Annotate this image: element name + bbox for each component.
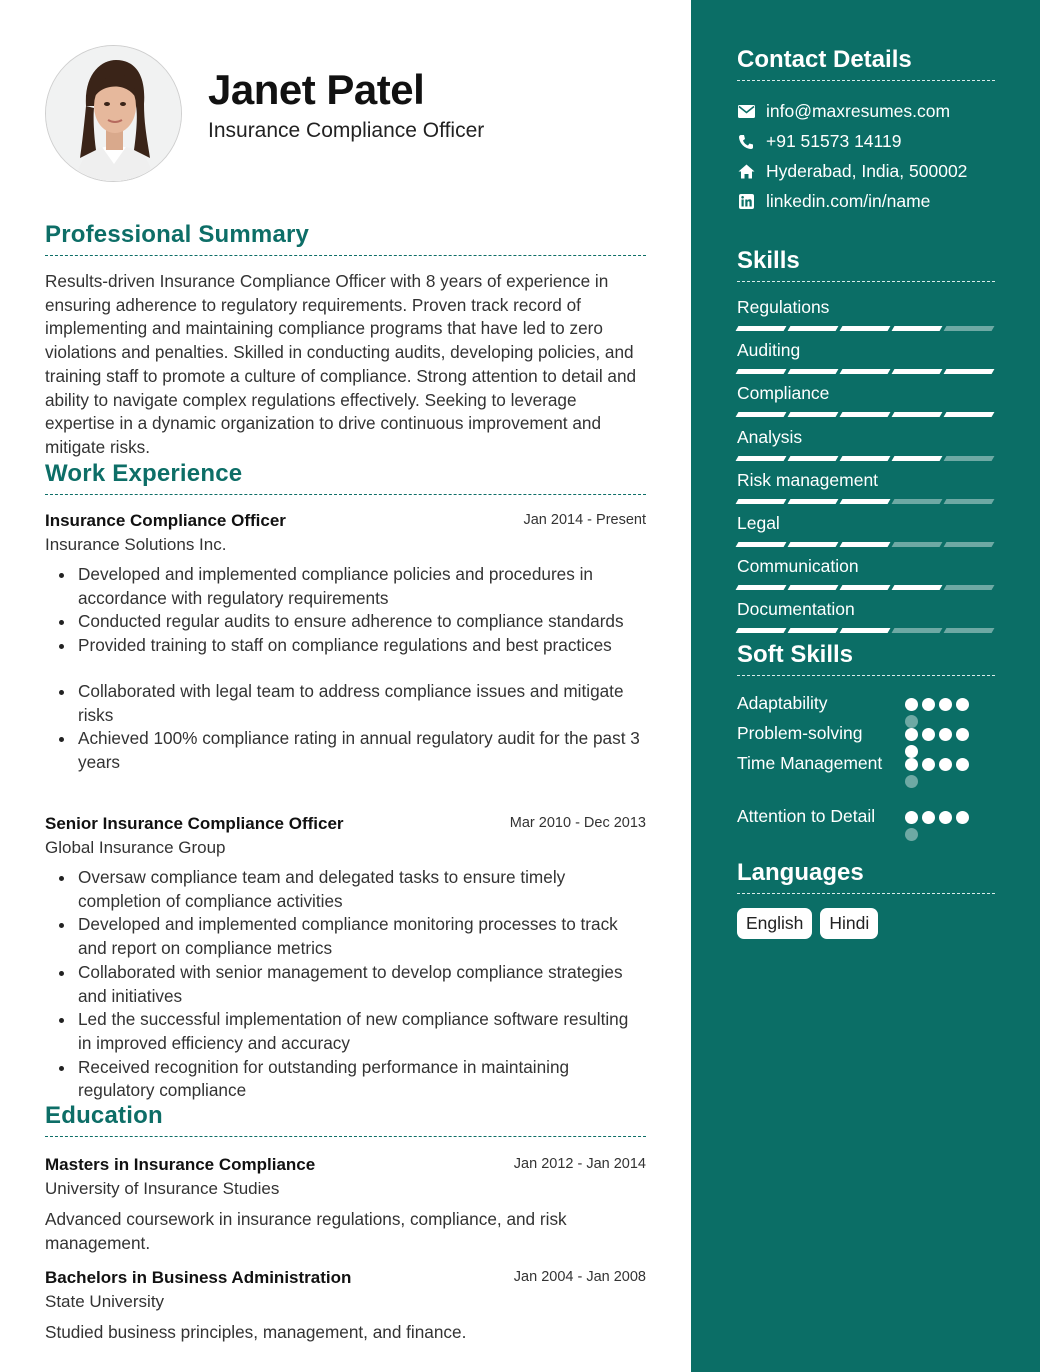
job-bullet: Developed and implemented compliance monitoring processes to track and report on compliance metrics [78,913,646,960]
soft-skill-row [737,751,997,776]
education-degree: Masters in Insurance Compliance [45,1155,316,1174]
skill-bar-segment [944,456,995,461]
rating-dot [922,758,935,771]
contact-linkedin[interactable] [737,191,997,212]
rating-dot [939,728,952,741]
skill-label: Regulations [737,297,830,317]
job-bullet: Provided training to staff on compliance regulations and best practices [78,634,646,658]
skill-label: Documentation [737,599,855,620]
skill-bar-segment [840,585,891,590]
sidebar [691,0,1040,1372]
rating-dot [922,698,935,711]
languages-list [737,908,878,939]
job-role: Senior Insurance Compliance Officer [45,814,344,833]
education-entry [45,1268,646,1345]
skill-bar-segment [788,542,839,547]
soft-skill-label: Attention to Detail [737,806,876,826]
home-icon [737,163,755,181]
skills-heading: Skills [737,247,995,282]
envelope-icon [737,103,755,121]
education-date: Jan 2012 - Jan 2014 [513,1156,646,1172]
skill-bar-segment [736,585,787,590]
contact-email[interactable] [737,101,997,122]
soft-skill-rating [905,758,977,788]
skill-level-bar [737,456,993,461]
language-badge: English [737,908,812,939]
job-bullet: Collaborated with senior management to develop compliance strategies and initiatives [78,961,646,1008]
skill-bar-segment [736,412,787,417]
rating-dot [905,758,918,771]
skill-bar-segment [944,326,995,331]
contact-phone-text: +91 51573 14119 [766,131,902,151]
skill-label: Analysis [737,426,803,447]
skill-label: Legal [737,513,780,533]
skill-bar-segment [944,412,995,417]
skill-label: Compliance [737,383,830,404]
job-role: Insurance Compliance Officer [45,511,286,530]
summary-heading: Professional Summary [45,221,646,256]
soft-skill-label: Time Management [737,753,883,773]
soft-skill-row [737,804,997,829]
soft-skill-label: Problem-solving [737,723,863,743]
skill-bar-segment [788,456,839,461]
skill-bar-segment [944,628,995,633]
contact-email-text: info@maxresumes.com [766,101,951,121]
education-date: Jan 2004 - Jan 2008 [513,1269,646,1285]
skill-bar-segment [788,369,839,374]
rating-dot [956,728,969,741]
job-entry [45,814,646,1103]
candidate-name: Janet Patel [208,66,425,113]
skill-bar-segment [788,326,839,331]
skill-label: Auditing [737,340,801,361]
phone-icon [737,133,755,151]
soft-skill-label: Adaptability [737,693,828,713]
summary-text: Results-driven Insurance Compliance Officer with 8 years of experience in ensuring adherence to regulatory requirements. Proven track record of implementing and maintaining compliance programs that have led to zero violations and penalties. Skilled in conducting audits, developing policies, and training staff to promote a culture of compliance. Strong attention to detail and ability to navigate complex regulations effectively. Seeking to leverage expertise in a dynamic organization to drive continuous improvement and mitigate risks. [45,271,637,457]
profile-photo [46,46,182,182]
job-date: Jan 2014 - Present [523,512,646,528]
skill-bar-segment [736,628,787,633]
education-desc: Advanced coursework in insurance regulations, compliance, and risk management. [45,1209,567,1253]
education-entry [45,1155,646,1255]
skill-bar-segment [892,326,943,331]
skill-bar-segment [840,542,891,547]
rating-dot [922,728,935,741]
job-bullet: Oversaw compliance team and delegated tasks to ensure timely completion of compliance activities [78,866,646,913]
skill-level-bar [737,326,993,331]
rating-dot [905,828,918,841]
skill-level-bar [737,499,993,504]
skill-bar-segment [892,412,943,417]
education-desc: Studied business principles, management, and finance. [45,1322,467,1342]
skill-bar-segment [840,628,891,633]
job-date: Mar 2010 - Dec 2013 [509,815,646,831]
skill-bar-segment [892,456,943,461]
skill-bar-segment [840,369,891,374]
contact-address-text: Hyderabad, India, 500002 [766,161,968,181]
rating-dot [922,811,935,824]
skill-label: Communication [737,556,859,577]
rating-dot [956,698,969,711]
skill-bar-segment [736,369,787,374]
skill-bar-segment [736,326,787,331]
job-bullet: Developed and implemented compliance policies and procedures in accordance with regulatory requirements [78,563,646,610]
skill-bar-segment [892,628,943,633]
rating-dot [956,811,969,824]
rating-dot [905,698,918,711]
skill-bar-segment [892,369,943,374]
job-bullet: Received recognition for outstanding performance in maintaining regulatory compliance [78,1056,646,1103]
skill-bar-segment [788,585,839,590]
skill-bar-segment [788,412,839,417]
soft-skills-heading: Soft Skills [737,641,995,676]
job-org: Insurance Solutions Inc. [45,535,227,554]
education-degree: Bachelors in Business Administration [45,1268,352,1287]
skill-label: Risk management [737,469,879,490]
skill-level-bar [737,585,993,590]
skill-bar-segment [736,499,787,504]
job-bullet: Led the successful implementation of new compliance software resulting in improved efficiency and accuracy [78,1008,646,1055]
rating-dot [939,698,952,711]
languages-heading: Languages [737,859,995,894]
avatar [45,45,182,182]
job-bullets [45,563,646,775]
contact-address [737,161,997,182]
skill-bar-segment [892,499,943,504]
job-bullet: Collaborated with legal team to address compliance issues and mitigate risks [78,680,646,727]
language-badge: Hindi [820,908,878,939]
soft-skill-rating [905,811,977,841]
soft-skill-row [737,721,997,746]
skill-bar-segment [840,456,891,461]
job-entry [45,511,646,775]
skill-bar-segment [840,412,891,417]
skill-bar-segment [736,456,787,461]
rating-dot [939,758,952,771]
skill-level-bar [737,369,993,374]
skill-bar-segment [736,542,787,547]
rating-dot [939,811,952,824]
education-school: State University [45,1292,165,1311]
contact-heading: Contact Details [737,46,995,81]
skill-bar-segment [788,628,839,633]
linkedin-icon [737,193,755,211]
candidate-title: Insurance Compliance Officer [208,119,485,142]
job-bullet: Conducted regular audits to ensure adherence to compliance standards [78,610,646,634]
skill-bar-segment [788,499,839,504]
rating-dot [905,728,918,741]
skill-bar-segment [944,369,995,374]
skill-bar-segment [840,499,891,504]
job-bullet: Achieved 100% compliance rating in annual regulatory audit for the past 3 years [78,727,646,774]
contact-linkedin-text: linkedin.com/in/name [766,191,931,211]
job-org: Global Insurance Group [45,838,226,857]
rating-dot [905,775,918,788]
skill-bar-segment [892,542,943,547]
skill-bar-segment [944,542,995,547]
rating-dot [905,811,918,824]
skill-bar-segment [840,326,891,331]
education-heading: Education [45,1102,646,1137]
contact-phone[interactable] [737,131,997,152]
skill-level-bar [737,628,993,633]
skill-bar-segment [944,499,995,504]
soft-skill-row [737,691,997,716]
education-school: University of Insurance Studies [45,1179,280,1198]
experience-heading: Work Experience [45,460,646,495]
skill-level-bar [737,542,993,547]
job-bullets [45,866,646,1103]
rating-dot [956,758,969,771]
skill-bar-segment [892,585,943,590]
skill-bar-segment [944,585,995,590]
skill-level-bar [737,412,993,417]
